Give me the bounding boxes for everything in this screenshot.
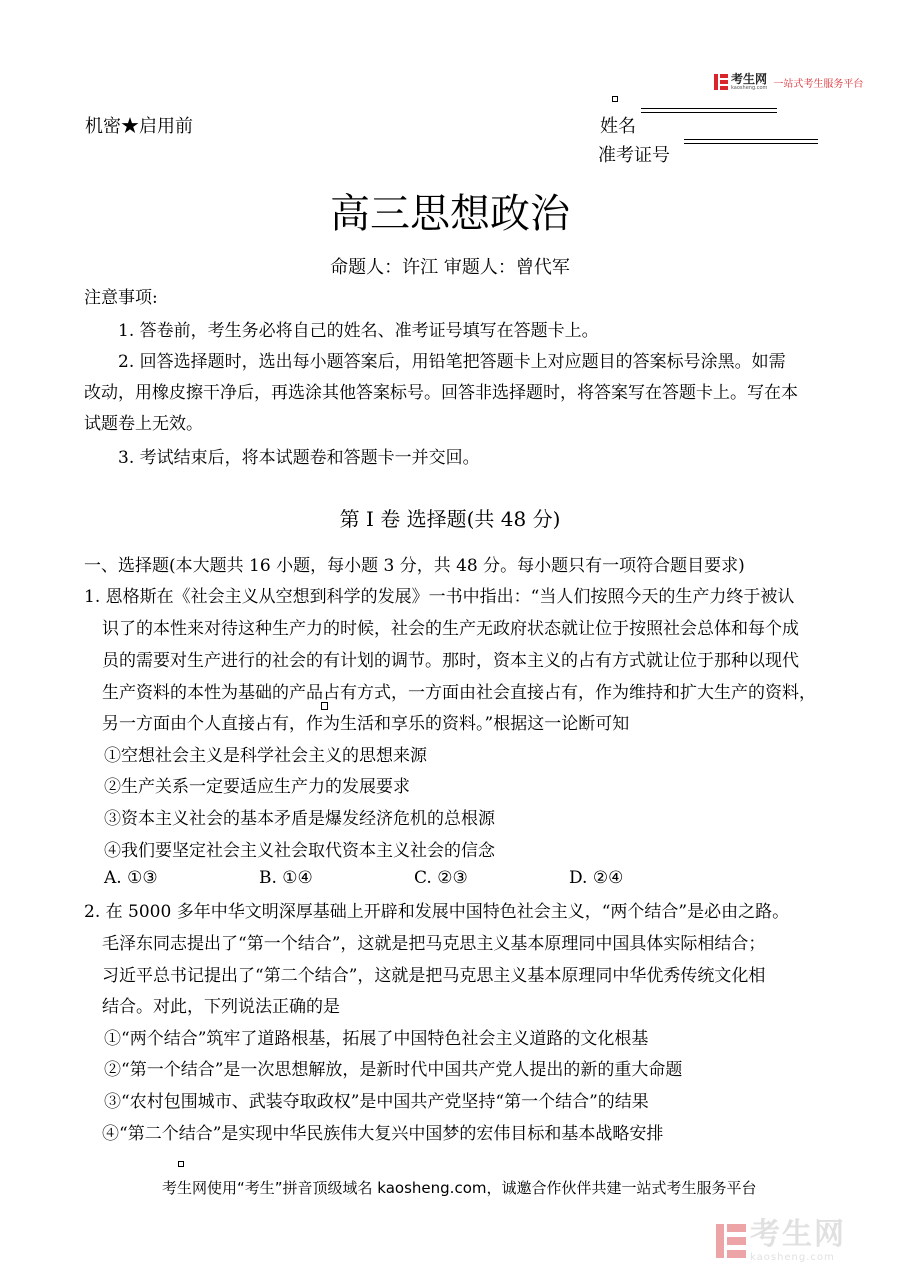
q1-option-d: D. ②④ xyxy=(569,868,624,888)
q1-line-1: 1. 恩格斯在《社会主义从空想到科学的发展》一书中指出：“当人们按照今天的生产力终于被认 xyxy=(84,587,795,607)
q1-options xyxy=(104,865,724,892)
footer-text: 考生网使用“考生”拼音顶级域名 kaosheng.com，诚邀合作伙伴共建一站式考生服务平台 xyxy=(162,1179,757,1197)
q2-line-3: 习近平总书记提出了“第二个结合”，这就是把马克思主义基本原理同中华优秀传统文化相 xyxy=(102,966,766,986)
q1-statement-1: ①空想社会主义是科学社会主义的思想来源 xyxy=(104,746,427,766)
section-title: 第 I 卷 选择题(共 48 分) xyxy=(339,507,561,531)
kaosheng-logo xyxy=(714,72,863,92)
q2-line-4: 结合。对此，下列说法正确的是 xyxy=(102,997,340,1017)
watermark-domain: kaosheng.com xyxy=(750,1252,835,1263)
q2-statement-1: ①“两个结合”筑牢了道路根基，拓展了中国特色社会主义道路的文化根基 xyxy=(104,1029,649,1049)
q1-line-3: 员的需要对生产进行的社会的有计划的调节。那时，资本主义的占有方式就让位于那种以现代 xyxy=(102,651,799,671)
notice-item-1: 1. 答卷前，考生务必将自己的姓名、准考证号填写在答题卡上。 xyxy=(118,321,599,341)
q2-line-1: 2. 在 5000 多年中华文明深厚基础上开辟和发展中国特色社会主义，“两个结合”是必由之路。 xyxy=(84,902,790,922)
q1-line-4: 生产资料的本性为基础的产品占有方式，一方面由社会直接占有，作为维持和扩大生产的资料， xyxy=(102,683,816,703)
marker-box xyxy=(612,96,618,102)
logo-domain: kaosheng.com xyxy=(731,85,768,91)
notice-heading: 注意事项: xyxy=(84,288,158,308)
q1-statement-4: ④我们要坚定社会主义社会取代资本主义社会的信念 xyxy=(104,841,495,861)
name-label: 姓名 xyxy=(600,116,636,137)
watermark-name: 考生网 xyxy=(750,1217,846,1252)
notice-item-2-line-2: 改动，用橡皮擦干净后，再选涂其他答案标号。回答非选择题时，将答案写在答题卡上。写在本 xyxy=(84,383,798,403)
notice-item-2-line-1: 2. 回答选择题时，选出每小题答案后，用铅笔把答题卡上对应题目的答案标号涂黑。如需 xyxy=(118,352,786,372)
q1-option-a: A. ①③ xyxy=(104,868,158,888)
notice-item-3: 3. 考试结束后，将本试题卷和答题卡一并交回。 xyxy=(118,448,480,468)
notice-item-2-line-3: 试题卷上无效。 xyxy=(84,414,203,434)
q1-statement-3: ③资本主义社会的基本矛盾是爆发经济危机的总根源 xyxy=(104,809,495,829)
page-title: 高三思想政治 xyxy=(330,191,570,237)
exam-id-label: 准考证号 xyxy=(598,145,670,166)
kaosheng-watermark-icon xyxy=(716,1224,746,1258)
authors-line: 命题人：许江 审题人：曾代军 xyxy=(330,257,570,278)
q1-line-2: 识了的本性来对待这种生产力的时候，社会的生产无政府状态就让位于按照社会总体和每个成 xyxy=(102,619,799,639)
marker-box xyxy=(178,1161,184,1167)
q1-line-5: 另一方面由个人直接占有，作为生活和享乐的资料。”根据这一论断可知 xyxy=(102,714,630,734)
logo-slogan: 一站式考生服务平台 xyxy=(773,78,864,90)
q2-statement-3: ③“农村包围城市、武装夺取政权”是中国共产党坚持“第一个结合”的结果 xyxy=(104,1092,649,1112)
q1-statement-2: ②生产关系一定要适应生产力的发展要求 xyxy=(104,777,410,797)
part-heading: 一、选择题(本大题共 16 小题，每小题 3 分，共 48 分。每小题只有一项符合题目要求) xyxy=(84,556,745,576)
confidential-label: 机密★启用前 xyxy=(85,116,193,137)
q2-statement-4: ④“第二个结合”是实现中华民族伟大复兴中国梦的宏伟目标和基本战略安排 xyxy=(102,1124,664,1144)
kaosheng-watermark xyxy=(716,1218,846,1263)
exam-id-fill-line xyxy=(684,139,818,144)
q2-line-2: 毛泽东同志提出了“第一个结合”，这就是把马克思主义基本原理同中国具体实际相结合； xyxy=(102,934,766,954)
kaosheng-logo-icon xyxy=(714,74,728,90)
q1-option-b: B. ①④ xyxy=(259,868,313,888)
name-fill-line xyxy=(641,108,777,113)
q1-option-c: C. ②③ xyxy=(414,868,468,888)
q2-statement-2: ②“第一个结合”是一次思想解放，是新时代中国共产党人提出的新的重大命题 xyxy=(104,1060,683,1080)
logo-name: 考生网 xyxy=(731,72,768,86)
